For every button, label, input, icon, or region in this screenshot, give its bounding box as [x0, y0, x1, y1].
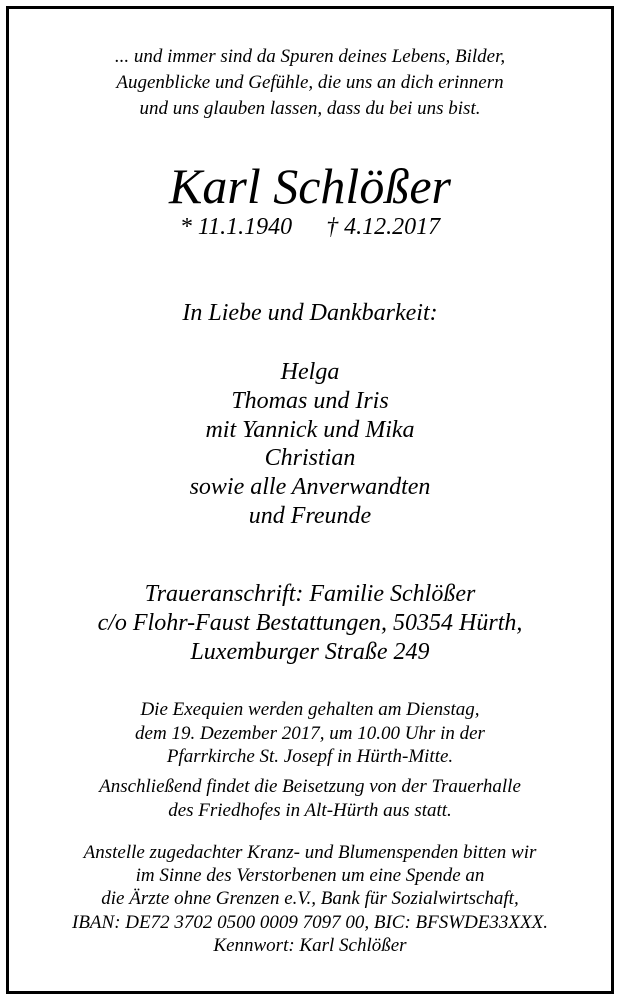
exequien-line: Pfarrkirche St. Josepf in Hürth-Mitte. — [166, 746, 454, 767]
donation-line: IBAN: DE72 3702 0500 0009 7097 00, BIC: BFSWDE33XXX. — [72, 911, 548, 933]
deceased-name: Karl Schlößer — [169, 158, 451, 214]
mourner-line: Thomas und Iris — [231, 387, 389, 414]
donation-line: die Ärzte ohne Grenzen e.V., Bank für Sozialwirtschaft, — [101, 888, 519, 910]
life-dates — [0, 212, 620, 242]
donation-line: im Sinne des Verstorbenen um eine Spende an — [135, 865, 485, 887]
intro-line: Augenblicke und Gefühle, die uns an dich erinnern — [116, 72, 504, 93]
birth-date: * 11.1.1940 — [179, 214, 293, 240]
address-line: Traueranschrift: Familie Schlößer — [144, 581, 476, 607]
mourner-line: Christian — [264, 445, 356, 472]
intro-line: und uns glauben lassen, dass du bei uns bist. — [139, 98, 481, 119]
gratitude-heading: In Liebe und Dankbarkeit: — [182, 300, 438, 326]
mourner-line: Helga — [280, 359, 340, 385]
burial-info — [0, 775, 620, 822]
funeral-mass-info — [0, 698, 620, 769]
burial-line: Anschließend findet die Beisetzung von der Trauerhalle — [99, 776, 521, 797]
exequien-line: Die Exequien werden gehalten am Dienstag, — [140, 699, 480, 720]
mourners-list — [0, 358, 620, 531]
death-date: † 4.12.2017 — [326, 214, 441, 240]
mourning-address — [0, 580, 620, 667]
address-line: Luxemburger Straße 249 — [190, 639, 430, 665]
donation-info — [0, 841, 620, 957]
intro-line: ... und immer sind da Spuren deines Lebens, Bilder, — [114, 46, 506, 67]
mourner-line: mit Yannick und Mika — [205, 416, 415, 443]
address-line: c/o Flohr-Faust Bestattungen, 50354 Hürth, — [97, 610, 523, 636]
donation-line: Kennwort: Karl Schlößer — [213, 934, 407, 956]
exequien-line: dem 19. Dezember 2017, um 10.00 Uhr in der — [135, 722, 485, 744]
mourner-line: sowie alle Anverwandten — [189, 474, 431, 501]
mourner-line: und Freunde — [248, 502, 372, 529]
burial-line: des Friedhofes in Alt-Hürth aus statt. — [168, 799, 452, 821]
donation-line: Anstelle zugedachter Kranz- und Blumenspenden bitten wir — [83, 842, 537, 863]
intro-verse — [0, 44, 620, 122]
